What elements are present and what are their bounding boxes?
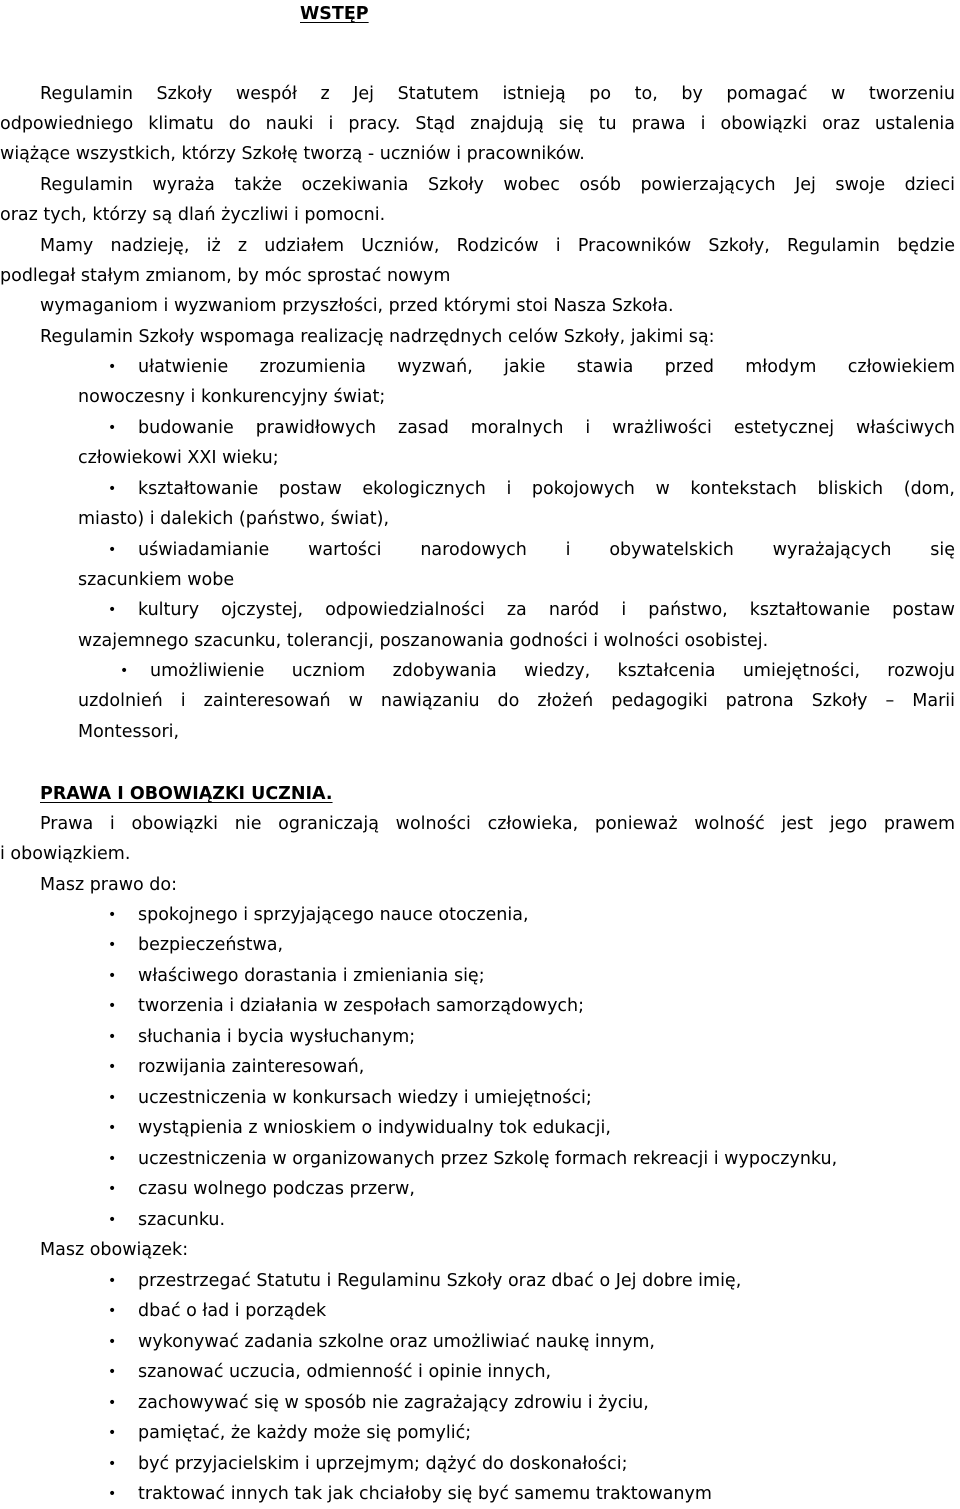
intro-paragraph-line: Regulamin wyraża także oczekiwania Szkoły wobec osób powierzających Jej swoje dzieci	[40, 175, 955, 195]
bullet-icon: •	[108, 1395, 117, 1411]
list-item: • wykonywać zadania szkolne oraz umożliwiać naukę innym,	[108, 1332, 655, 1352]
intro-paragraph-line: Regulamin Szkoły wspomaga realizację nadrzędnych celów Szkoły, jakimi są:	[40, 327, 715, 347]
list-item: • właściwego dorastania i zmieniania się;	[108, 966, 485, 986]
bullet-icon: •	[108, 1181, 117, 1197]
bullet-icon: •	[108, 1059, 117, 1075]
intro-paragraph-line: Mamy nadzieję, iż z udziałem Uczniów, Rodziców i Pracowników Szkoły, Regulamin będzie	[40, 236, 955, 256]
bullet-icon: •	[108, 907, 117, 923]
bullet-icon: •	[108, 602, 117, 618]
bullet-icon: •	[108, 542, 117, 558]
bullet-icon: •	[108, 1334, 117, 1350]
bullet-icon: •	[108, 481, 117, 497]
list-item: • bezpieczeństwa,	[108, 935, 284, 955]
bullet-icon: •	[108, 359, 117, 375]
section-heading-intro: WSTĘP	[300, 4, 369, 24]
intro-paragraph-line: podlegał stałym zmianom, by móc sprostać nowym	[0, 266, 451, 286]
bullet-icon: •	[108, 1090, 117, 1106]
list-item: • rozwijania zainteresowań,	[108, 1057, 365, 1077]
list-item-continuation: Montessori,	[78, 722, 180, 742]
bullet-icon: •	[108, 420, 117, 436]
list-item-continuation: nowoczesny i konkurencyjny świat;	[78, 387, 386, 407]
list-item: • kultury ojczystej, odpowiedzialności za naród i państwo, kształtowanie postaw	[108, 600, 955, 620]
bullet-icon: •	[120, 663, 129, 679]
bullet-icon: •	[108, 1303, 117, 1319]
list-item: • tworzenia i działania w zespołach samorządowych;	[108, 996, 585, 1016]
list-item: • być przyjacielskim i uprzejmym; dążyć do doskonałości;	[108, 1454, 628, 1474]
list-item-continuation: uzdolnień i zainteresowań w nawiązaniu do złożeń pedagogiki patrona Szkoły – Marii	[78, 691, 955, 711]
section-heading-rights: PRAWA I OBOWIĄZKI UCZNIA.	[40, 784, 333, 804]
bullet-icon: •	[108, 1364, 117, 1380]
list-item: • przestrzegać Statutu i Regulaminu Szkoły oraz dbać o Jej dobre imię,	[108, 1271, 742, 1291]
intro-paragraph-line: odpowiedniego klimatu do nauki i pracy. Stąd znajdują się tu prawa i obowiązki oraz ustalenia	[0, 114, 955, 134]
intro-paragraph-line: wymaganiom i wyzwaniom przyszłości, przed którymi stoi Nasza Szkoła.	[40, 296, 674, 316]
rights-paragraph-line: Prawa i obowiązki nie ograniczają wolności człowieka, ponieważ wolność jest jego prawem	[40, 814, 955, 834]
list-item: • uświadamianie wartości narodowych i obywatelskich wyrażających się	[108, 540, 955, 560]
list-item: • traktować innych tak jak chciałoby się być samemu traktowanym	[108, 1484, 712, 1504]
bullet-icon: •	[108, 1273, 117, 1289]
duties-label: Masz obowiązek:	[40, 1240, 189, 1260]
list-item: • uczestniczenia w organizowanych przez Szkolę formach rekreacji i wypoczynku,	[108, 1149, 838, 1169]
list-item-continuation: człowiekowi XXI wieku;	[78, 448, 279, 468]
list-item-continuation: wzajemnego szacunku, tolerancji, poszanowania godności i wolności osobistej.	[78, 631, 769, 651]
intro-paragraph-line: wiążące wszystkich, którzy Szkołę tworzą - uczniów i pracowników.	[0, 144, 585, 164]
list-item-continuation: miasto) i dalekich (państwo, świat),	[78, 509, 390, 529]
intro-paragraph-line: Regulamin Szkoły wespół z Jej Statutem istnieją po to, by pomagać w tworzeniu	[40, 84, 955, 104]
list-item: • pamiętać, że każdy może się pomylić;	[108, 1423, 472, 1443]
rights-label: Masz prawo do:	[40, 875, 178, 895]
bullet-icon: •	[108, 1212, 117, 1228]
list-item: • ułatwienie zrozumienia wyzwań, jakie stawia przed młodym człowiekiem	[108, 357, 955, 377]
list-item: • uczestniczenia w konkursach wiedzy i umiejętności;	[108, 1088, 592, 1108]
rights-paragraph-line: i obowiązkiem.	[0, 844, 131, 864]
list-item: • słuchania i bycia wysłuchanym;	[108, 1027, 416, 1047]
list-item: • wystąpienia z wnioskiem o indywidualny tok edukacji,	[108, 1118, 611, 1138]
list-item: • czasu wolnego podczas przerw,	[108, 1179, 415, 1199]
bullet-icon: •	[108, 1151, 117, 1167]
bullet-icon: •	[108, 937, 117, 953]
list-item: • dbać o ład i porządek	[108, 1301, 327, 1321]
bullet-icon: •	[108, 998, 117, 1014]
list-item: • kształtowanie postaw ekologicznych i pokojowych w kontekstach bliskich (dom,	[108, 479, 955, 499]
bullet-icon: •	[108, 1029, 117, 1045]
list-item: • spokojnego i sprzyjającego nauce otoczenia,	[108, 905, 529, 925]
list-item: • zachowywać się w sposób nie zagrażający zdrowiu i życiu,	[108, 1393, 649, 1413]
bullet-icon: •	[108, 1425, 117, 1441]
bullet-icon: •	[108, 968, 117, 984]
list-item: • szanować uczucia, odmienność i opinie innych,	[108, 1362, 552, 1382]
list-item: • szacunku.	[108, 1210, 226, 1230]
bullet-icon: •	[108, 1486, 117, 1502]
intro-paragraph-line: oraz tych, którzy są dlań życzliwi i pomocni.	[0, 205, 386, 225]
bullet-icon: •	[108, 1120, 117, 1136]
list-item: • umożliwienie uczniom zdobywania wiedzy, kształcenia umiejętności, rozwoju	[120, 661, 955, 681]
list-item: • budowanie prawidłowych zasad moralnych i wrażliwości estetycznej właściwych	[108, 418, 955, 438]
bullet-icon: •	[108, 1456, 117, 1472]
list-item-continuation: szacunkiem wobe	[78, 570, 235, 590]
